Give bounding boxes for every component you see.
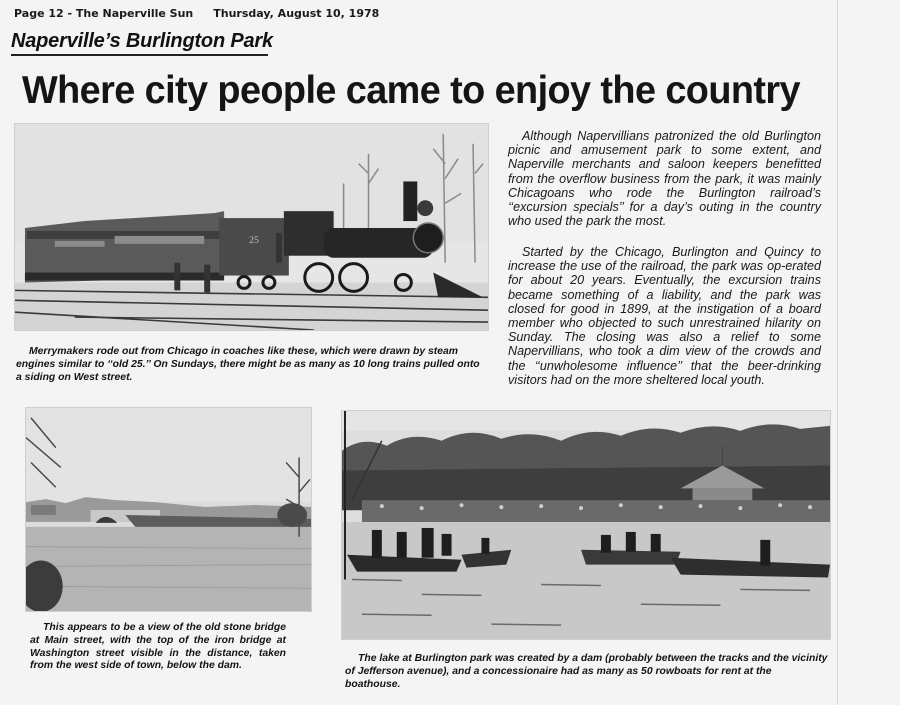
caption-bridge xyxy=(30,622,286,673)
article-paragraph-1 xyxy=(508,129,821,228)
caption-lake xyxy=(345,653,829,691)
page-edge-line xyxy=(837,0,838,705)
paragraph-text: Started by the Chicago, Burlington and Quincy to increase the use of the railroad, the park was op-erated for about 20 years. Eventually, the excursion trains became something of a liability, and the park was closed for good in 1899, at the instigation of a board member who objected to such unrestrained hilarity on Sunday. The closing was also a relief to some Napervillians, who took a dim view of the crowds and the ‘‘unwholesome influence’’ that the beer-drinking visitors had on the more sheltered local youth. xyxy=(508,245,821,387)
headline: Where city people came to enjoy the country xyxy=(22,69,801,112)
lake-illustration xyxy=(342,411,830,639)
caption-text: Merrymakers rode out from Chicago in coaches like these, which were drawn by steam engines similar to ‘‘old 25.’’ On Sundays, there might be as many as 10 long trains pulled onto a siding on West street. xyxy=(16,346,480,383)
article-paragraph-2 xyxy=(508,245,821,387)
photo-bridge xyxy=(25,407,312,612)
photo-lake xyxy=(341,410,831,640)
engine-number: 25 xyxy=(249,234,259,246)
caption-text: The lake at Burlington park was created by a dam (probably between the tracks and the vicinity of Jefferson avenue), and a concessionaire had as many as 50 rowboats for rent at the boathouse. xyxy=(345,653,828,690)
caption-text: This appears to be a view of the old stone bridge at Main street, with the top of the iron bridge at Washington street visible in the distance, taken from the west side of town, below the dam. xyxy=(30,622,286,672)
issue-date: Thursday, August 10, 1978 xyxy=(213,7,380,20)
masthead-folio xyxy=(14,7,379,20)
train-illustration xyxy=(15,124,488,330)
photo-train xyxy=(14,123,489,331)
caption-train xyxy=(16,346,486,384)
paragraph-text: Although Napervillians patronized the old Burlington picnic and amusement park to some extent, and Naperville merchants and saloon keepers benefitted from the overflow business from the park, it was mainly Chicagoans who rode the Burlington railroad’s ‘‘excursion specials’’ for a day’s outing in the country who used the park the most. xyxy=(508,129,821,229)
section-kicker: Naperville’s Burlington Park xyxy=(11,30,268,56)
page-label: Page 12 - The Naperville Sun xyxy=(14,7,194,20)
bridge-illustration xyxy=(26,408,311,611)
